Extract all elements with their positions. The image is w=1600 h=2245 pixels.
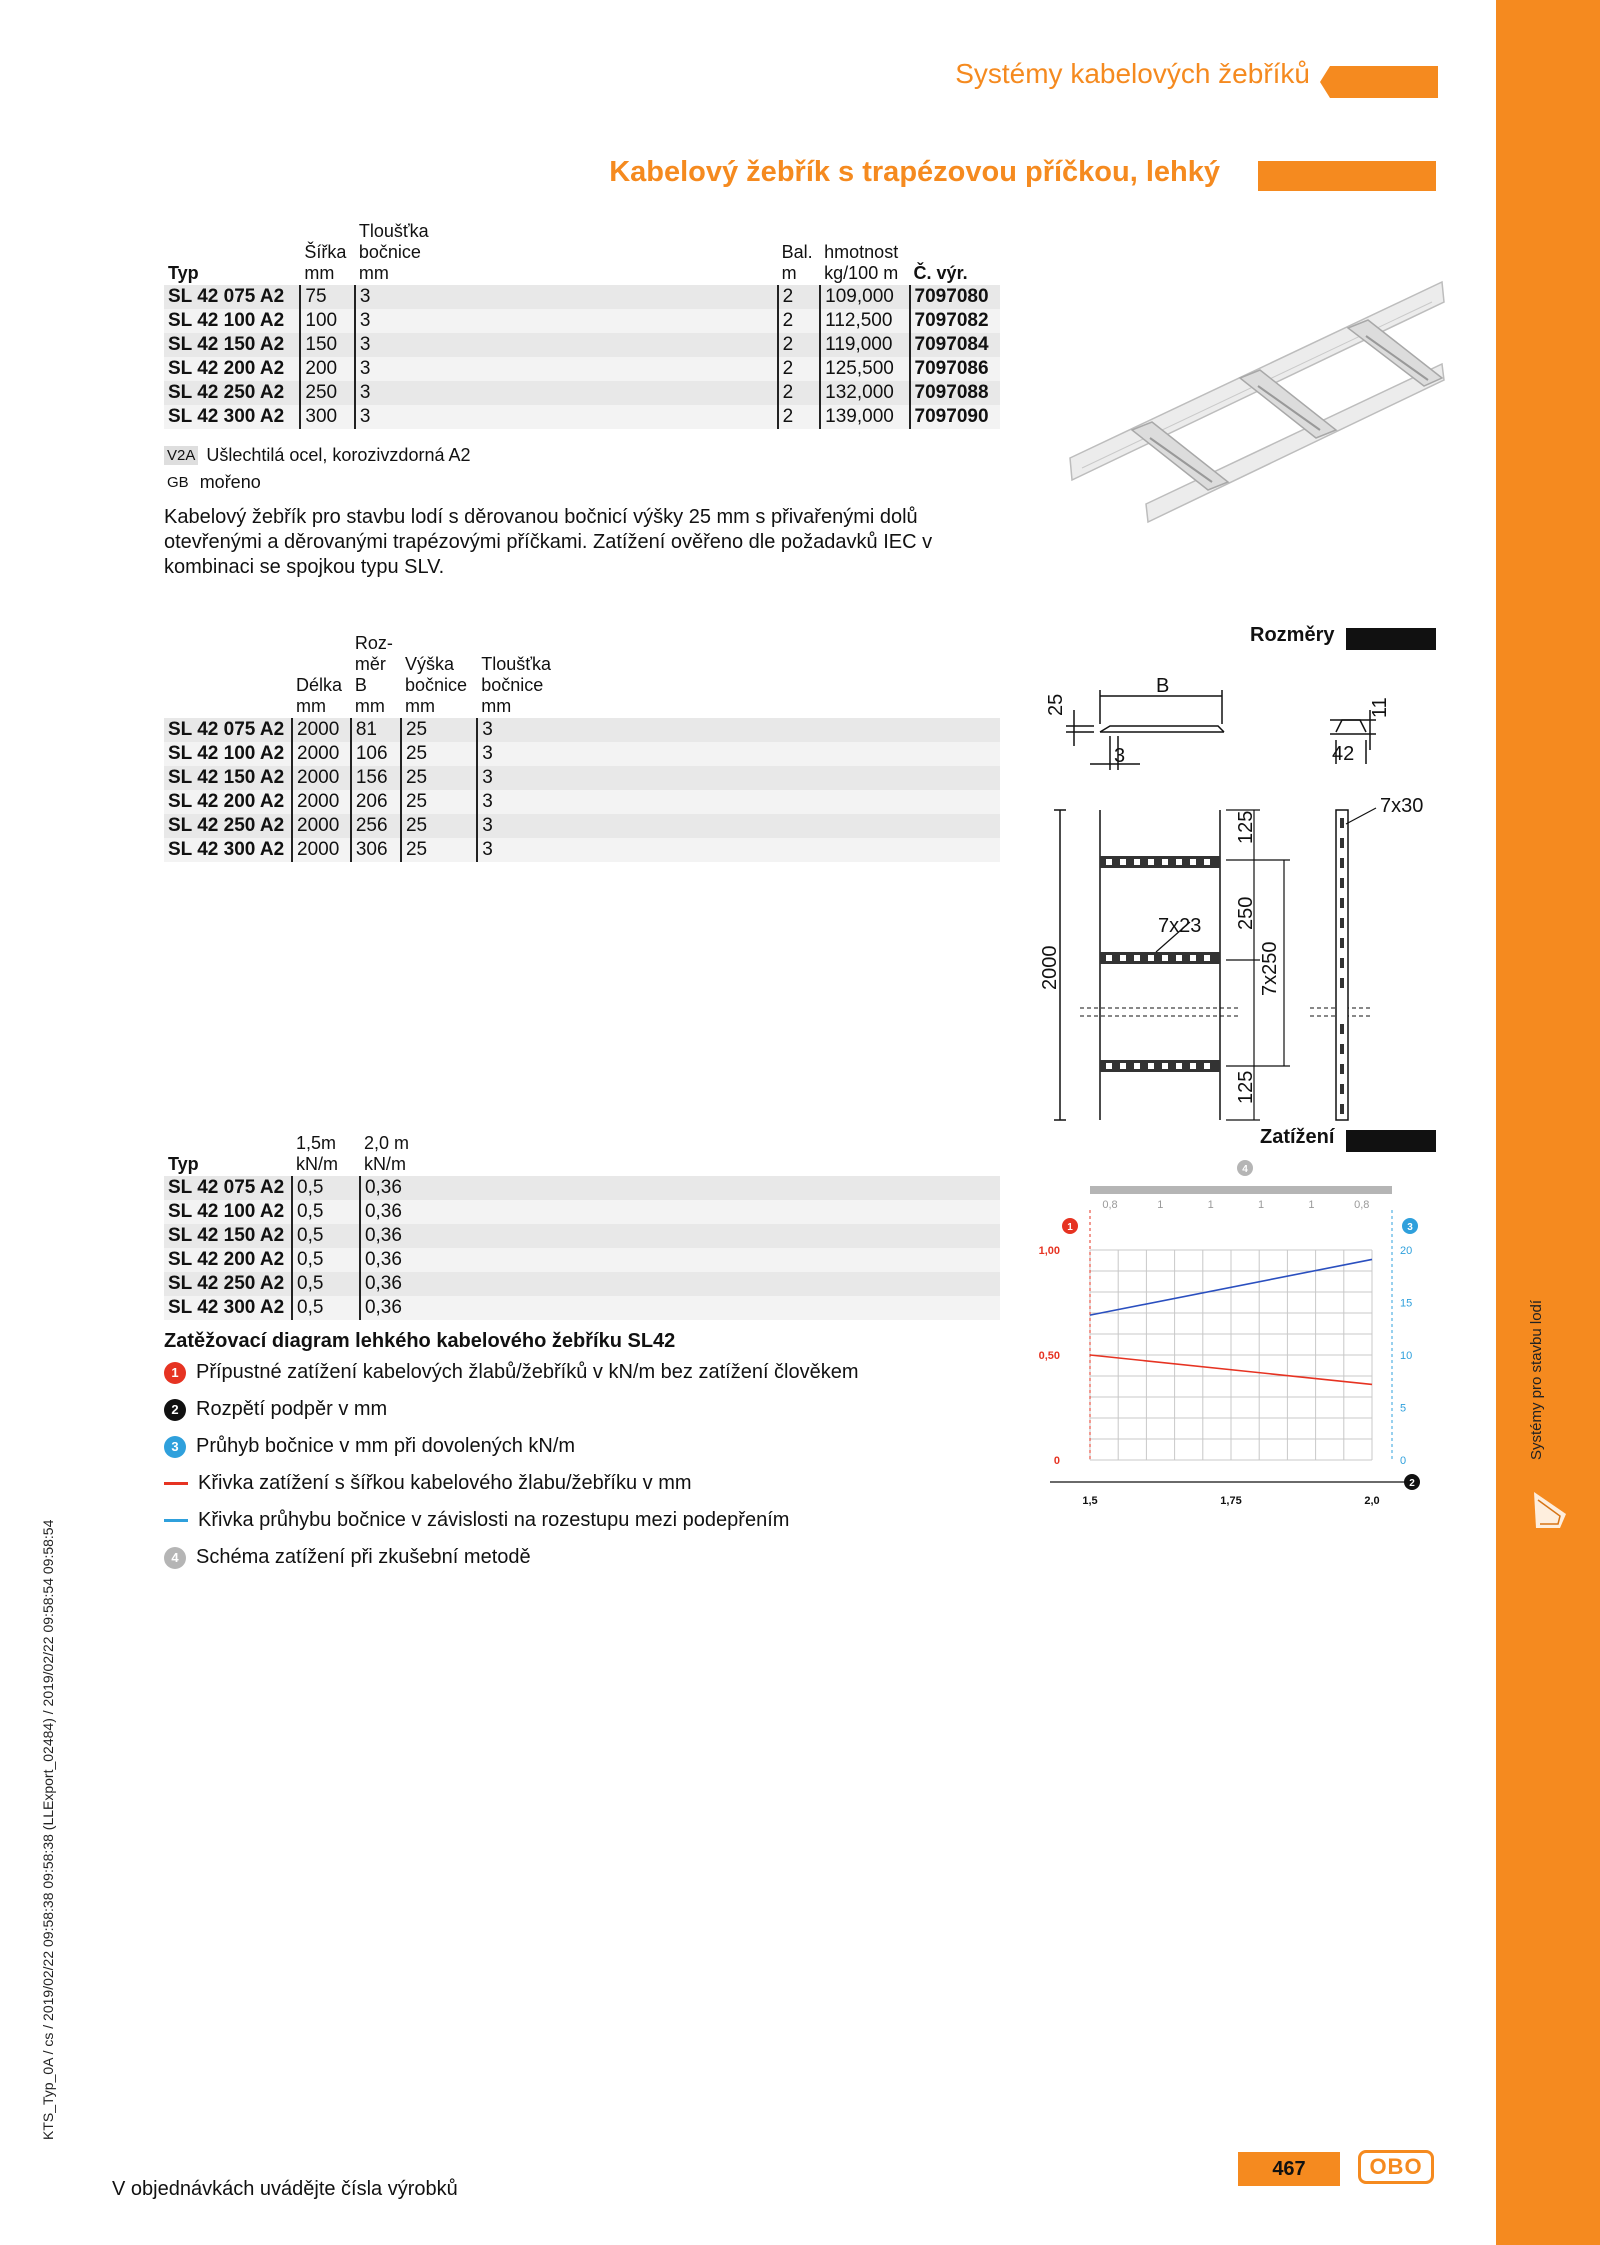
cell-span15: 0,5 — [292, 1200, 360, 1224]
material-row — [164, 472, 471, 493]
cell-spacer — [432, 1296, 1000, 1320]
cell-type: SL 42 300 A2 — [168, 839, 285, 860]
cell-width: 250 — [300, 381, 354, 405]
table-row — [164, 1296, 1000, 1320]
cell-spacer — [562, 790, 1000, 814]
cell-article: 7097082 — [910, 309, 1000, 333]
right-tick-label: 0 — [1400, 1455, 1407, 1467]
table-row — [164, 1176, 1000, 1200]
key-line-swatch — [164, 1482, 188, 1485]
load-scheme-value: 1 — [1258, 1199, 1265, 1211]
load-heading: Zatížení — [1260, 1126, 1335, 1148]
col-span20-header: 2,0 m kN/m — [363, 1133, 409, 1174]
cell-length: 2000 — [292, 838, 351, 862]
cell-pack: 2 — [778, 357, 821, 381]
table-row — [164, 718, 1000, 742]
cell-spacer — [440, 357, 778, 381]
cell-span20: 0,36 — [360, 1224, 432, 1248]
cell-dimb: 156 — [351, 766, 401, 790]
cell-article: 7097086 — [910, 357, 1000, 381]
dim-2000-label: 2000 — [1039, 945, 1061, 990]
cell-spacer — [562, 838, 1000, 862]
key-marker: 1 — [164, 1362, 186, 1384]
col-span15-header: 1,5m kN/m — [296, 1133, 338, 1174]
cell-weight: 139,000 — [820, 405, 909, 429]
obo-logo — [1358, 2150, 1434, 2184]
cell-length: 2000 — [292, 742, 351, 766]
load-table — [164, 1132, 1000, 1320]
cell-weight: 119,000 — [820, 333, 909, 357]
table-row — [164, 814, 1000, 838]
table-row — [164, 1272, 1000, 1296]
cell-height: 25 — [401, 838, 477, 862]
key-text: Průhyb bočnice v mm při dovolených kN/m — [196, 1435, 576, 1457]
product-table — [164, 220, 1000, 429]
table-row — [164, 285, 1000, 309]
col-pack-header: Bal. m — [781, 242, 813, 283]
load-scheme-value: 0,8 — [1354, 1199, 1370, 1211]
load-tab — [1346, 1130, 1436, 1152]
cell-length: 2000 — [292, 766, 351, 790]
cell-thickness: 3 — [355, 357, 440, 381]
col-type-header: Typ — [168, 1154, 199, 1174]
cell-span15: 0,5 — [292, 1248, 360, 1272]
key-text: Schéma zatížení při zkušební metodě — [196, 1546, 531, 1568]
cell-pack: 2 — [778, 405, 821, 429]
cell-span20: 0,36 — [360, 1296, 432, 1320]
cell-type: SL 42 150 A2 — [168, 1225, 285, 1246]
cell-article: 7097088 — [910, 381, 1000, 405]
cell-article: 7097084 — [910, 333, 1000, 357]
dim-11-label: 11 — [1369, 697, 1391, 718]
col-type-header: Typ — [168, 263, 199, 283]
key-line-swatch — [164, 1519, 188, 1522]
cell-type: SL 42 100 A2 — [168, 743, 285, 764]
cell-type: SL 42 250 A2 — [168, 1273, 285, 1294]
col-width-header: Šířka mm — [304, 242, 347, 283]
cell-dimb: 256 — [351, 814, 401, 838]
cell-type: SL 42 150 A2 — [168, 767, 285, 788]
dimensions-heading: Rozměry — [1250, 624, 1335, 646]
table-row — [164, 742, 1000, 766]
cell-weight: 112,500 — [820, 309, 909, 333]
cell-weight: 125,500 — [820, 357, 909, 381]
cell-length: 2000 — [292, 814, 351, 838]
diagram-title: Zatěžovací diagram lehkého kabelového žebříku SL42 — [164, 1330, 676, 1352]
cell-width: 100 — [300, 309, 354, 333]
key-marker: 4 — [164, 1547, 186, 1569]
rung-holes-label: 7x23 — [1158, 915, 1202, 937]
cell-spacer — [562, 814, 1000, 838]
cell-span15: 0,5 — [292, 1224, 360, 1248]
cell-article: 7097090 — [910, 405, 1000, 429]
cell-type: SL 42 250 A2 — [168, 382, 285, 403]
key-text: Křivka zatížení s šířkou kabelového žlabu/žebříku v mm — [198, 1472, 692, 1494]
cell-height: 25 — [401, 814, 477, 838]
cell-spacer — [562, 718, 1000, 742]
cell-spacer — [432, 1200, 1000, 1224]
table-row — [164, 381, 1000, 405]
x-tick-label: 1,75 — [1220, 1495, 1242, 1507]
cell-dimb: 206 — [351, 790, 401, 814]
cell-sidethickness: 3 — [477, 718, 562, 742]
cell-spacer — [432, 1272, 1000, 1296]
cell-spacer — [440, 309, 778, 333]
dim-125-bottom-label: 125 — [1235, 1070, 1257, 1104]
key-marker: 3 — [164, 1436, 186, 1458]
cell-type: SL 42 075 A2 — [168, 286, 285, 307]
dimensions-table — [164, 632, 1000, 862]
header-tab — [1320, 66, 1438, 98]
right-tick-label: 5 — [1400, 1402, 1407, 1415]
cell-type: SL 42 200 A2 — [168, 1249, 285, 1270]
load-scheme-value: 1 — [1207, 1199, 1214, 1211]
x-tick-label: 2,0 — [1364, 1495, 1380, 1507]
cell-pack: 2 — [778, 309, 821, 333]
table-row — [164, 766, 1000, 790]
table-row — [164, 1200, 1000, 1224]
cell-spacer — [562, 766, 1000, 790]
cell-pack: 2 — [778, 333, 821, 357]
table-row — [164, 357, 1000, 381]
cell-thickness: 3 — [355, 285, 440, 309]
obo-logo-text: OBO — [1369, 2154, 1423, 2179]
cell-pack: 2 — [778, 381, 821, 405]
cell-spacer — [562, 742, 1000, 766]
cell-type: SL 42 075 A2 — [168, 719, 285, 740]
table-row — [164, 405, 1000, 429]
technical-drawing — [1040, 660, 1450, 1130]
col-article-header: Č. výr. — [913, 263, 968, 283]
key-item — [164, 1391, 859, 1428]
col-height-header: Výška bočnice mm — [404, 654, 467, 716]
cell-span15: 0,5 — [292, 1296, 360, 1320]
table-row — [164, 333, 1000, 357]
cell-spacer — [432, 1248, 1000, 1272]
load-scheme-beam — [1090, 1186, 1392, 1194]
load-chart — [1030, 1156, 1450, 1507]
table-row — [164, 838, 1000, 862]
cell-thickness: 3 — [355, 333, 440, 357]
cell-height: 25 — [401, 766, 477, 790]
cell-spacer — [440, 405, 778, 429]
chart-marker-label: 3 — [1407, 1222, 1413, 1233]
col-dimb-header: Roz- měr B mm — [354, 633, 393, 716]
print-metadata: KTS_Typ_0A / cs / 2019/02/22 09:58:38 09:58:38 (LLExport_02484) / 2019/02/22 09:58:54 09:58:54 — [40, 1519, 56, 2140]
x-tick-label: 1,5 — [1082, 1495, 1098, 1507]
left-tick-label: 1,00 — [1038, 1245, 1060, 1257]
cell-span20: 0,36 — [360, 1176, 432, 1200]
cell-span15: 0,5 — [292, 1176, 360, 1200]
cell-type: SL 42 100 A2 — [168, 1201, 285, 1222]
right-tick-label: 10 — [1400, 1350, 1413, 1362]
col-weight-header: hmotnost kg/100 m — [824, 242, 899, 283]
cell-type: SL 42 200 A2 — [168, 791, 285, 812]
cell-weight: 109,000 — [820, 285, 909, 309]
cell-length: 2000 — [292, 718, 351, 742]
cell-span20: 0,36 — [360, 1200, 432, 1224]
section-title: Systémy kabelových žebříků — [955, 58, 1310, 89]
left-tick-label: 0 — [1053, 1455, 1060, 1467]
table-row — [164, 309, 1000, 333]
key-item — [164, 1465, 859, 1502]
load-scheme-value: 0,8 — [1102, 1199, 1118, 1211]
cell-type: SL 42 300 A2 — [168, 406, 285, 427]
cell-height: 25 — [401, 790, 477, 814]
cell-sidethickness: 3 — [477, 838, 562, 862]
cell-thickness: 3 — [355, 381, 440, 405]
cell-dimb: 81 — [351, 718, 401, 742]
dim-42-label: 42 — [1332, 743, 1355, 765]
materials-list — [164, 445, 471, 493]
product-description: Kabelový žebřík pro stavbu lodí s děrovanou bočnicí výšky 25 mm s přivařenými dolů otevřenými a děrovanými trapézovými příčkami. Zatížení ověřeno dle požadavků IEC v kombinaci se spojkou typu SLV. — [164, 506, 933, 578]
cell-height: 25 — [401, 742, 477, 766]
chart-marker-label: 2 — [1409, 1478, 1415, 1489]
key-item — [164, 1428, 859, 1465]
cell-spacer — [432, 1176, 1000, 1200]
material-code: V2A — [164, 446, 198, 465]
key-text: Přípustné zatížení kabelových žlabů/žebříků v kN/m bez zatížení člověkem — [196, 1361, 859, 1383]
cell-span20: 0,36 — [360, 1248, 432, 1272]
cell-type: SL 42 100 A2 — [168, 310, 285, 331]
material-row — [164, 445, 471, 466]
cell-dimb: 306 — [351, 838, 401, 862]
dimensions-tab — [1346, 628, 1436, 650]
cell-spacer — [440, 381, 778, 405]
dim-3-label: 3 — [1114, 745, 1126, 767]
dim-b-label: B — [1156, 675, 1170, 697]
diagram-key — [164, 1354, 859, 1576]
cell-length: 2000 — [292, 790, 351, 814]
col-sidethickness-header: Tloušťka bočnice mm — [481, 654, 552, 716]
cell-spacer — [440, 333, 778, 357]
cell-type: SL 42 200 A2 — [168, 358, 285, 379]
col-thickness-header: Tloušťka bočnice mm — [358, 221, 429, 283]
cell-width: 75 — [300, 285, 354, 309]
key-item — [164, 1354, 859, 1391]
cell-sidethickness: 3 — [477, 790, 562, 814]
chart-marker-label: 1 — [1067, 1222, 1073, 1233]
dim-25-label: 25 — [1045, 693, 1067, 716]
cell-width: 150 — [300, 333, 354, 357]
product-title: Kabelový žebřík s trapézovou příčkou, lehký — [609, 156, 1220, 188]
table-row — [164, 790, 1000, 814]
col-length-header: Délka mm — [296, 675, 343, 716]
cell-sidethickness: 3 — [477, 814, 562, 838]
cell-width: 300 — [300, 405, 354, 429]
material-text: mořeno — [199, 472, 261, 492]
right-tick-label: 20 — [1400, 1245, 1413, 1257]
cell-spacer — [440, 285, 778, 309]
cell-thickness: 3 — [355, 405, 440, 429]
order-note: V objednávkách uvádějte čísla výrobků — [112, 2178, 458, 2200]
cell-type: SL 42 150 A2 — [168, 334, 285, 355]
key-item — [164, 1502, 859, 1539]
side-holes-label: 7x30 — [1380, 795, 1424, 817]
ship-icon — [1530, 1488, 1570, 1536]
key-marker: 2 — [164, 1399, 186, 1421]
side-section-label: Systémy pro stavbu lodí — [1528, 1299, 1545, 1460]
right-tick-label: 15 — [1400, 1297, 1413, 1310]
left-tick-label: 0,50 — [1038, 1350, 1060, 1362]
cell-weight: 132,000 — [820, 381, 909, 405]
product-title-tab — [1258, 161, 1436, 191]
dim-125-top-label: 125 — [1235, 810, 1257, 844]
cell-sidethickness: 3 — [477, 742, 562, 766]
key-text: Křivka průhybu bočnice v závislosti na rozestupu mezi podepřením — [198, 1509, 790, 1531]
key-item — [164, 1539, 859, 1576]
material-code: GB — [167, 474, 189, 491]
side-orange-bar — [1496, 0, 1600, 2245]
cell-type: SL 42 250 A2 — [168, 815, 285, 836]
cell-height: 25 — [401, 718, 477, 742]
material-text: Ušlechtilá ocel, korozivzdorná A2 — [206, 445, 471, 465]
page-number-text: 467 — [1272, 2157, 1306, 2180]
key-text: Rozpětí podpěr v mm — [196, 1398, 388, 1420]
cell-pack: 2 — [778, 285, 821, 309]
page-number — [1238, 2152, 1340, 2186]
cell-span15: 0,5 — [292, 1272, 360, 1296]
cell-width: 200 — [300, 357, 354, 381]
dim-250-label: 250 — [1235, 896, 1257, 930]
cell-type: SL 42 300 A2 — [168, 1297, 285, 1318]
cell-spacer — [432, 1224, 1000, 1248]
cell-article: 7097080 — [910, 285, 1000, 309]
dim-7x250-label: 7x250 — [1259, 941, 1281, 996]
cell-dimb: 106 — [351, 742, 401, 766]
chart-marker-label: 4 — [1242, 1164, 1248, 1175]
cell-span20: 0,36 — [360, 1272, 432, 1296]
cell-sidethickness: 3 — [477, 766, 562, 790]
load-scheme-value: 1 — [1308, 1199, 1315, 1211]
cell-type: SL 42 075 A2 — [168, 1177, 285, 1198]
cable-ladder-image — [1062, 268, 1446, 508]
cell-thickness: 3 — [355, 309, 440, 333]
table-row — [164, 1248, 1000, 1272]
table-row — [164, 1224, 1000, 1248]
load-scheme-value: 1 — [1157, 1199, 1164, 1211]
